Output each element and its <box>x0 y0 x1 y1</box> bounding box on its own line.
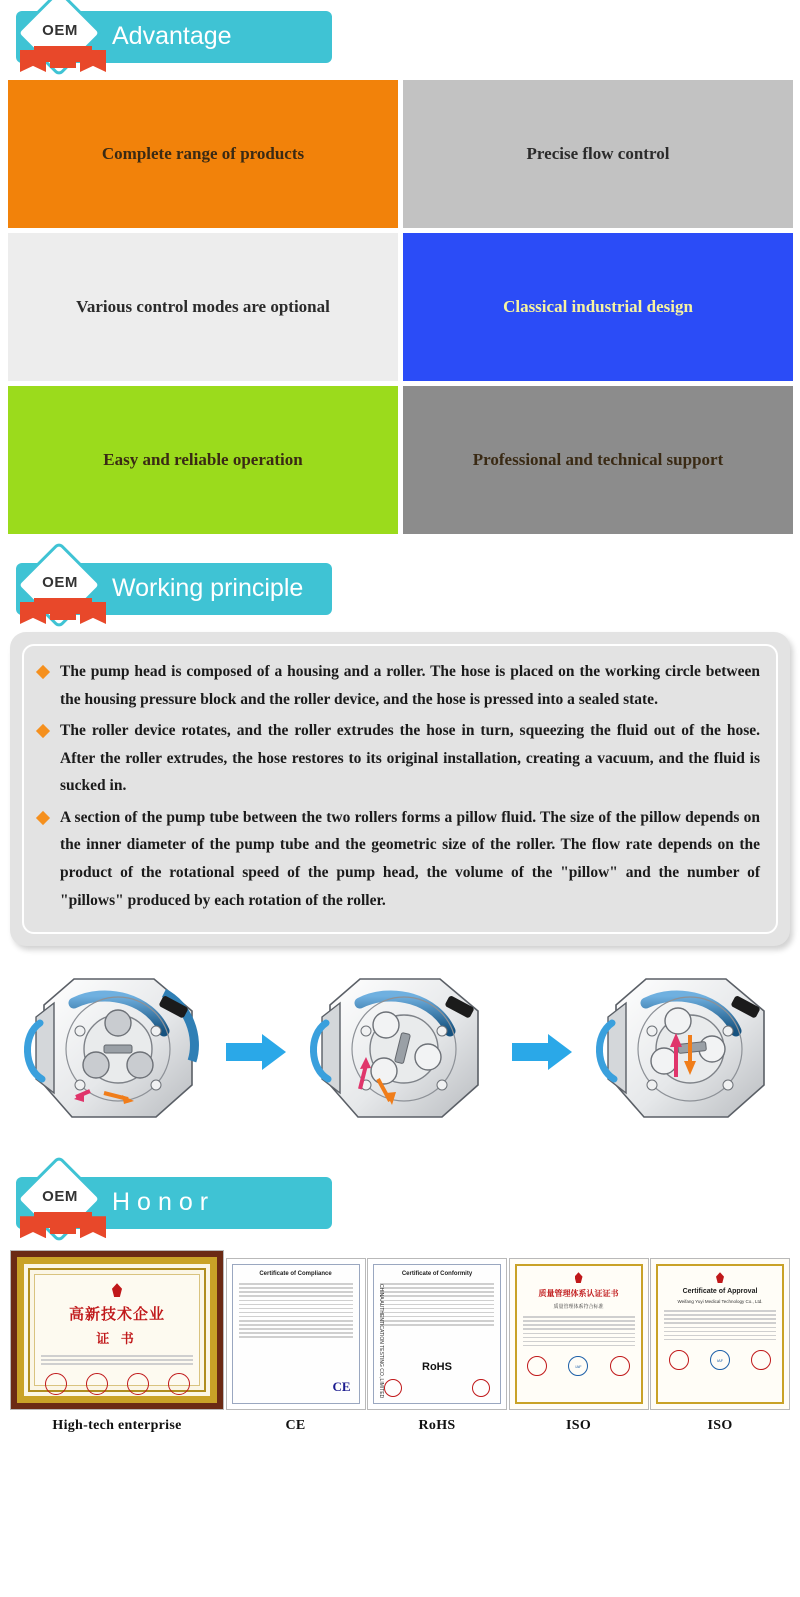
certificate-caption: ISO <box>565 1418 592 1434</box>
banner-badge-label: OEM <box>42 574 78 591</box>
certificate-item[interactable] <box>226 1258 366 1434</box>
ribbon-icon <box>20 598 106 626</box>
advantage-banner <box>16 0 800 74</box>
diamond-bullet-icon <box>36 811 50 825</box>
certificate-heading: Certificate of Conformity <box>401 1271 473 1278</box>
diamond-bullet-icon <box>36 665 50 679</box>
advantage-cell-label: Classical industrial design <box>503 297 693 316</box>
certificate-heading: Certificate of Approval <box>682 1288 758 1296</box>
pump-head-diagram-stage-3 <box>586 965 786 1140</box>
banner-badge-label: OEM <box>42 22 78 39</box>
list-item-text: The roller device rotates, and the roller extrudes the hose in turn, squeezing the fluid out of the hose. After the roller extrudes, the hose restores to its original installation, creating a vacuum, and the fluid is sucked in. <box>60 722 760 795</box>
certificate-cn-title: 高新技术企业 <box>68 1306 165 1324</box>
certificate-image: 质量管理体系认证证书 质量管理体系符合标准 IAF <box>509 1258 649 1410</box>
pump-head-diagram-stage-2 <box>300 965 500 1140</box>
certificate-caption: ISO <box>707 1418 733 1434</box>
advantage-cell <box>403 80 793 228</box>
pump-head-diagram-stage-1 <box>14 965 214 1140</box>
honor-banner <box>16 1166 800 1240</box>
section-title: Honor <box>112 1188 216 1217</box>
certificate-caption: CE <box>285 1418 306 1434</box>
diamond-bullet-icon <box>36 724 50 738</box>
certificate-caption: High-tech enterprise <box>52 1418 182 1434</box>
page-title: Advantage <box>112 22 232 50</box>
rohs-mark-icon: RoHS <box>422 1361 452 1374</box>
certificates-row <box>10 1250 790 1434</box>
certificate-side-text: CHINA AUTHENTICATION TESTING CO.,LIMITED <box>378 1284 384 1399</box>
certificate-cn-title: 质量管理体系认证证书 <box>538 1289 619 1299</box>
list-item <box>38 804 760 914</box>
list-item <box>38 717 760 800</box>
certificate-image <box>226 1258 366 1410</box>
advantage-grid <box>8 80 792 534</box>
list-item <box>38 658 760 713</box>
flow-arrow-icon <box>512 1032 574 1072</box>
certificate-item[interactable] <box>10 1250 224 1434</box>
advantage-cell <box>403 386 793 534</box>
list-item-text: A section of the pump tube between the two rollers forms a pillow fluid. The size of the pillow depends on the inner diameter of the pump tube and the geometric size of the roller. The flow rate depends on the product of the rotational speed of the pump head, the volume of the "pillow" and the number of "pillows" produced by each rotation of the roller. <box>60 808 760 909</box>
certificate-image <box>10 1250 224 1410</box>
working-principle-panel <box>10 632 790 946</box>
pump-diagram-row <box>14 962 786 1142</box>
ribbon-icon <box>20 1212 106 1240</box>
certificate-cn-subtitle: 证 书 <box>96 1331 138 1347</box>
advantage-cell-label: Professional and technical support <box>472 450 724 469</box>
advantage-cell-label: Complete range of products <box>101 144 305 163</box>
certificate-cn-subtitle: 质量管理体系符合标准 <box>553 1304 604 1311</box>
list-item-text: The pump head is composed of a housing and a roller. The hose is placed on the working circle between the housing pressure block and the roller device, and the hose is pressed into a sealed state. <box>60 663 760 708</box>
flow-arrow-icon <box>226 1032 288 1072</box>
section-title: Working principle <box>112 574 304 602</box>
advantage-cell <box>8 80 398 228</box>
advantage-cell <box>8 233 398 381</box>
ce-mark-icon: CE <box>332 1379 351 1395</box>
ribbon-icon <box>20 46 106 74</box>
advantage-cell-label: Various control modes are optional <box>76 297 330 316</box>
advantage-cell <box>8 386 398 534</box>
certificate-heading: Certificate of Compliance <box>259 1271 332 1278</box>
certificate-caption: RoHS <box>418 1418 456 1434</box>
certificate-item[interactable] <box>509 1258 649 1434</box>
banner-badge-label: OEM <box>42 1188 78 1206</box>
advantage-cell-label: Precise flow control <box>526 144 670 163</box>
advantage-cell-label: Easy and reliable operation <box>103 450 303 469</box>
certificate-item[interactable] <box>650 1258 790 1434</box>
certificate-image: Certificate of Approval Weifang Yuyi Medical Technology Co., Ltd. IAF <box>650 1258 790 1410</box>
certificate-image <box>367 1258 507 1410</box>
working-principle-banner <box>16 552 800 626</box>
advantage-cell <box>403 233 793 381</box>
working-principle-list <box>38 658 760 914</box>
certificate-company: Weifang Yuyi Medical Technology Co., Ltd. <box>677 1299 763 1305</box>
certificate-item[interactable] <box>367 1258 507 1434</box>
